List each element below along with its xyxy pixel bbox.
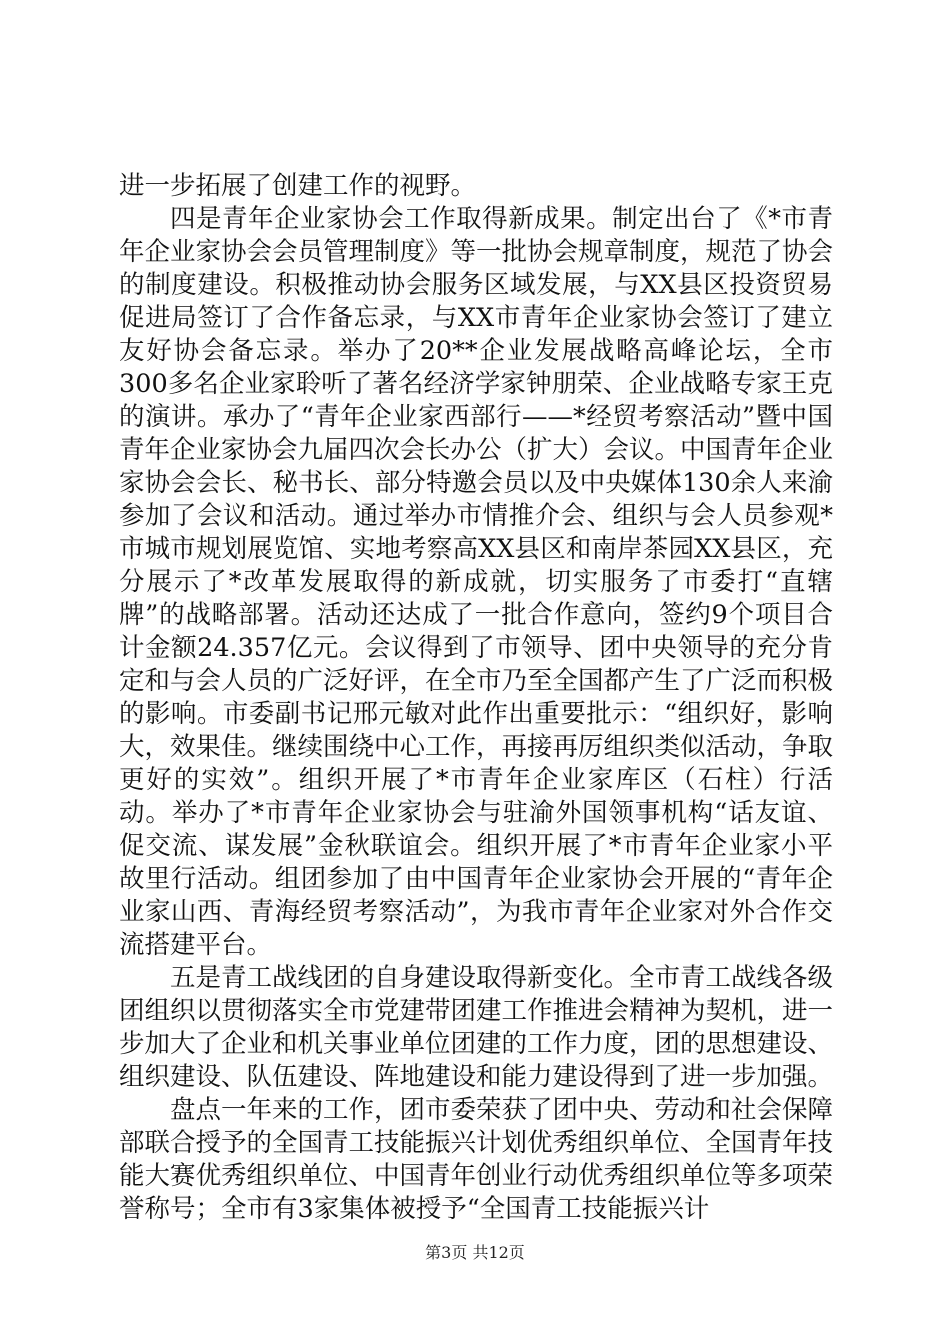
paragraph-league-self-construction: 五是青工战线团的自身建设取得新变化。全市青工战线各级团组织以贯彻落实全市党建带团建工作推进会精神为契机，进一步加大了企业和机关事业单位团建的工作力度，团的思想建设、组织建设、队伍建设、阵地建设和能力建设得到了进一步加强。 xyxy=(119,963,834,1092)
paragraph-continuation: 进一步拓展了创建工作的视野。 xyxy=(119,171,477,201)
paragraph-youth-entrepreneurs-association: 四是青年企业家协会工作取得新成果。制定出台了《*市青年企业家协会会员管理制度》等一批协会规章制度，规范了协会的制度建设。积极推动协会服务区域发展，与XX县区投资贸易促进局签订了合作备忘录，与XX市青年企业家协会签订了建立友好协会备忘录。举办了20**企业发展战略高峰论坛，全市300多名企业家聆听了著名经济学家钟朋荣、企业战略专家王克的演讲。承办了“青年企业家西部行——*经贸考察活动”暨中国青年企业家协会九届四次会长办公（扩大）会议。中国青年企业家协会会长、秘书长、部分特邀会员以及中央媒体130余人来渝参加了会议和活动。通过举办市情推介会、组织与会人员参观*市城市规划展览馆、实地考察高XX县区和南岸茶园XX县区，充分展示了*改革发展取得的新成就，切实服务了市委打“直辖牌”的战略部署。活动还达成了一批合作意向，签约9个项目合计金额24.357亿元。会议得到了市领导、团中央领导的充分肯定和与会人员的广泛好评，在全市乃至全国都产生了广泛而积极的影响。市委副书记邢元敏对此作出重要批示：“组织好，影响大，效果佳。继续围绕中心工作，再接再厉组织类似活动，争取更好的实效”。组织开展了*市青年企业家库区（石柱）行活动。举办了*市青年企业家协会与驻渝外国领事机构“话友谊、促交流、谋发展”金秋联谊会。组织开展了*市青年企业家小平故里行活动。组团参加了由中国青年企业家协会开展的“青年企业家山西、青海经贸考察活动”，为我市青年企业家对外合作交流搭建平台。 xyxy=(119,204,834,960)
page-number-footer: 第3页 共12页 xyxy=(425,1243,525,1262)
paragraph-annual-review: 盘点一年来的工作，团市委荣获了团中央、劳动和社会保障部联合授予的全国青工技能振兴计划优秀组织单位、全国青年技能大赛优秀组织单位、中国青年创业行动优秀组织单位等多项荣誉称号；全市有3家集体被授予“全国青工技能振兴计 xyxy=(119,1095,834,1224)
document-body xyxy=(119,170,833,1226)
